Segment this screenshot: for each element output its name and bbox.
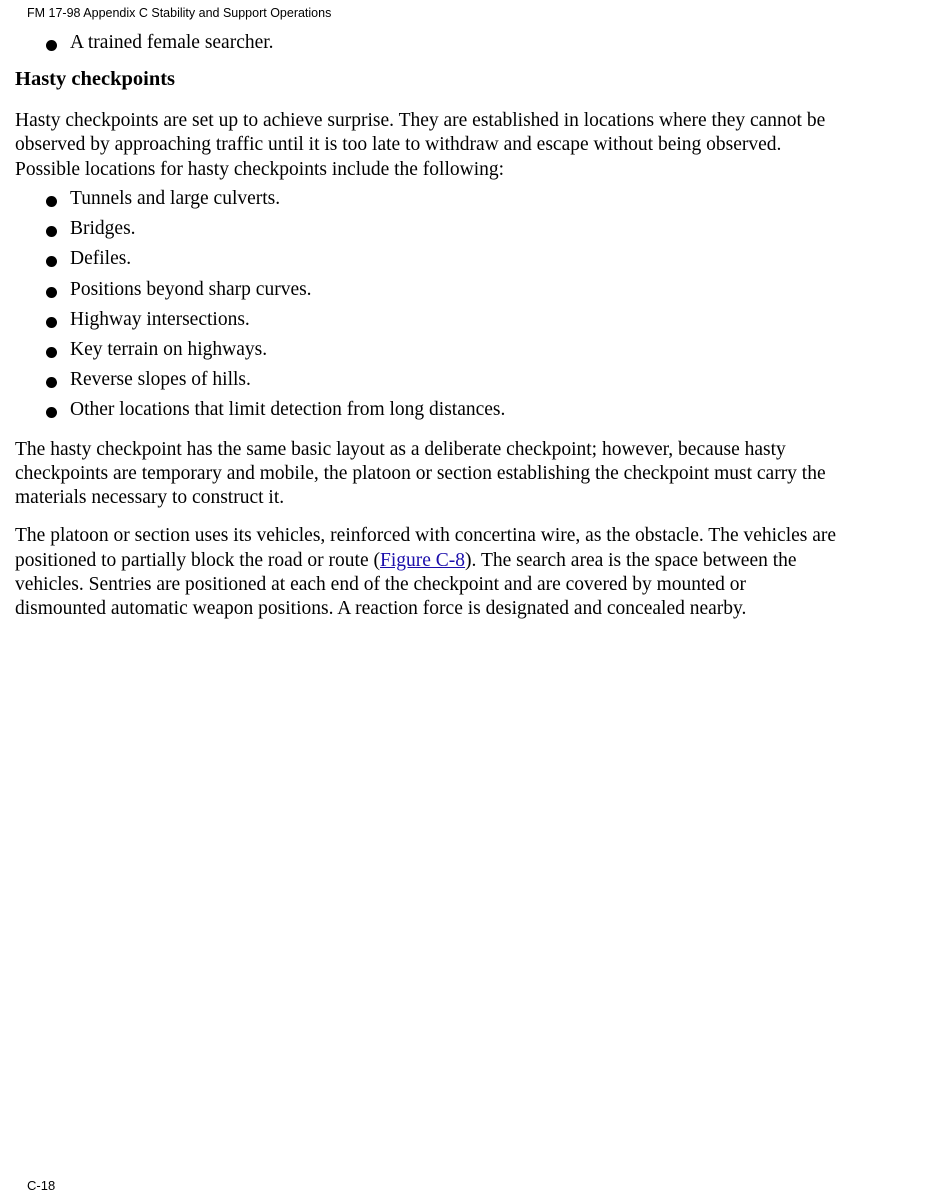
bullet-icon (46, 256, 57, 267)
list-item (46, 30, 915, 60)
platoon-paragraph (15, 524, 915, 621)
layout-paragraph (15, 438, 915, 511)
list-item (46, 246, 915, 276)
section-heading: Hasty checkpoints (15, 68, 176, 91)
list-item-text: Bridges. (70, 218, 136, 240)
text-line: The platoon or section uses its vehicles, reinforced with concertina wire, as the obstacle. The vehicles are (15, 525, 837, 547)
list-item-text: Tunnels and large culverts. (70, 188, 281, 210)
main-content (15, 30, 915, 622)
text-line: Possible locations for hasty checkpoints include the following: (15, 158, 505, 180)
list-item (46, 397, 915, 427)
bullet-icon (46, 196, 57, 207)
list-item (46, 277, 915, 307)
text-line: dismounted automatic weapon positions. A reaction force is designated and concealed nearby. (15, 598, 747, 620)
locations-bullet-list (15, 186, 915, 428)
list-item-text: Highway intersections. (70, 308, 250, 330)
list-item-text: Key terrain on highways. (70, 339, 268, 361)
list-item (46, 216, 915, 246)
text-line: observed by approaching traffic until it is too late to withdraw and escape without being observed. (15, 134, 782, 156)
list-item (46, 186, 915, 216)
list-item (46, 367, 915, 397)
list-item (46, 307, 915, 337)
bullet-icon (46, 226, 57, 237)
bullet-icon (46, 40, 57, 51)
bullet-icon (46, 317, 57, 328)
list-item-text: Other locations that limit detection from long distances. (70, 399, 506, 421)
bullet-icon (46, 407, 57, 418)
list-item-text: Positions beyond sharp curves. (70, 278, 312, 300)
text-line: vehicles. Sentries are positioned at each end of the checkpoint and are covered by mounted or (15, 574, 746, 596)
list-item (46, 337, 915, 367)
text-line: checkpoints are temporary and mobile, the platoon or section establishing the checkpoint must carry the (15, 462, 826, 484)
bullet-icon (46, 287, 57, 298)
list-item-text: Reverse slopes of hills. (70, 369, 251, 391)
text-line: ). The search area is the space between the (465, 549, 797, 571)
intro-paragraph (15, 109, 915, 182)
page-number: C-18 (27, 1178, 56, 1193)
bullet-icon (46, 377, 57, 388)
text-line: positioned to partially block the road or route ( (15, 549, 380, 571)
bullet-icon (46, 347, 57, 358)
text-line: Hasty checkpoints are set up to achieve surprise. They are established in locations where they cannot be (15, 110, 826, 132)
list-item-text: Defiles. (70, 248, 132, 270)
figure-c8-link[interactable]: Figure C-8 (380, 549, 466, 571)
continued-bullet-list (15, 30, 915, 60)
running-header: FM 17-98 Appendix C Stability and Support Operations (27, 6, 332, 20)
list-item-text: A trained female searcher. (70, 32, 274, 53)
text-line: materials necessary to construct it. (15, 487, 285, 509)
text-line: The hasty checkpoint has the same basic layout as a deliberate checkpoint; however, because hasty (15, 438, 786, 460)
